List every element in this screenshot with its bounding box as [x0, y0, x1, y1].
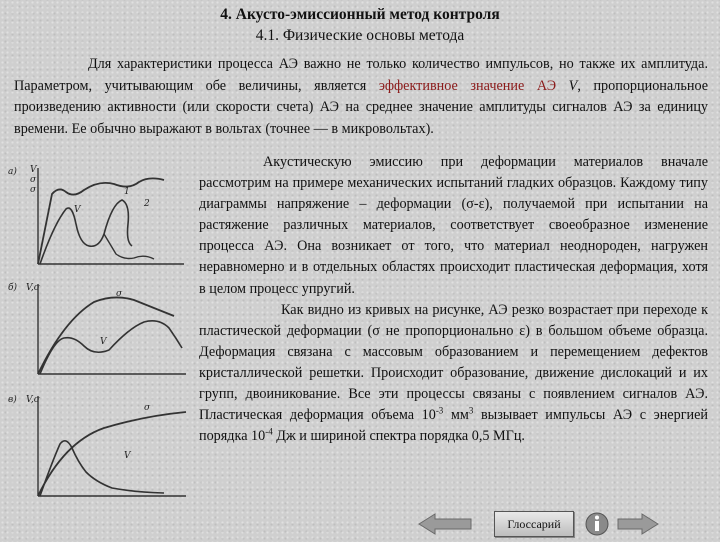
- intro-paragraph: [14, 54, 708, 140]
- graph-c-label-v: V: [124, 451, 131, 461]
- graph-b: [4, 280, 194, 380]
- graph-b-label-sigma: σ: [116, 289, 123, 299]
- back-button[interactable]: [415, 511, 475, 537]
- body-p2-end: Дж и шириной спектра порядка 0,5 МГц.: [272, 428, 525, 445]
- graph-b-label-v: V: [100, 337, 107, 347]
- intro-text-1: Для характеристики процесса АЭ важно не только количество импульсов, но также их амплитуда. Параметром, учитывающим обе величины, является: [14, 56, 708, 94]
- body-text: [199, 152, 708, 447]
- graph-a-ylabel-mid: σ: [30, 175, 37, 185]
- page-subtitle: 4.1. Физические основы метода: [255, 27, 465, 44]
- right-arrow-icon: [616, 513, 660, 535]
- graph-a-label-v: V: [74, 205, 81, 215]
- body-p2-mid: мм: [443, 407, 469, 424]
- graph-a: [4, 164, 194, 274]
- graph-c-letter: в): [8, 395, 17, 405]
- body-p2-mid2: вызывает импульсы АЭ с энергией порядка 10: [199, 407, 708, 445]
- page-title: 4. Акусто-эмиссионный метод контроля: [220, 6, 500, 23]
- body-p2-exp2: 3: [468, 405, 474, 416]
- body-p2-exp3: -4: [265, 426, 273, 437]
- body-p2-exp1: -3: [435, 405, 444, 416]
- body-p2-text: Как видно из кривых на рисунке, АЭ резко возрастает при переходе к пластической деформации (σ не пропорционально ε) в большом объеме образца. Деформация связана с массовым образованием и перемещением дефектов кристаллической решетки. Происходит образование, движение дислокаций и их групп, двоиникование. Все эти процессы связаны с появлением сигналов АЭ. Пластическая деформация объема 10: [199, 301, 708, 424]
- graph-b-ylabel: V,σ: [26, 283, 40, 293]
- info-icon: [584, 511, 610, 537]
- graph-a-label-1: 1: [124, 187, 130, 197]
- forward-button[interactable]: [615, 511, 661, 537]
- intro-accent-var: V: [568, 77, 578, 94]
- graph-a-ylabel-top: V: [30, 165, 37, 175]
- graph-c-label-sigma: σ: [144, 403, 151, 413]
- graph-c-ylabel: V,σ: [26, 395, 40, 405]
- graph-a-ylabel-bot: σ: [30, 185, 37, 195]
- graph-a-letter: а): [8, 167, 17, 177]
- body-paragraph-2: [199, 300, 708, 448]
- graph-b-letter: б): [8, 283, 18, 293]
- intro-accent-term: эффективное значение АЭ: [378, 77, 569, 94]
- left-arrow-icon: [417, 513, 473, 535]
- graph-a-label-2: 2: [144, 199, 150, 209]
- graph-c: [4, 392, 194, 502]
- body-paragraph-1: Акустическую эмиссию при деформации материалов вначале рассмотрим на примере механических испытаний гладких образцов. Каждому типу диаграммы напряжение – деформации (σ-ε), получаемой при испытании на растяжение различных материалов, соответствует своеобразное изменение процесса АЭ. Она возникает от того, что материал неоднороден, нагружен неравномерно и в отдельных областях происходит пластическая деформация, хотя в целом процесс упругий.: [199, 154, 708, 297]
- intro-text-2: , пропорциональное произведению активности (или скорости счета) АЭ на среднее значение амплитуды сигналов АЭ за единицу времени. Ее обычно выражают в вольтах (точнее — в микровольтах).: [14, 77, 709, 137]
- info-button[interactable]: [584, 511, 610, 537]
- glossary-button[interactable]: Глоссарий: [494, 511, 574, 537]
